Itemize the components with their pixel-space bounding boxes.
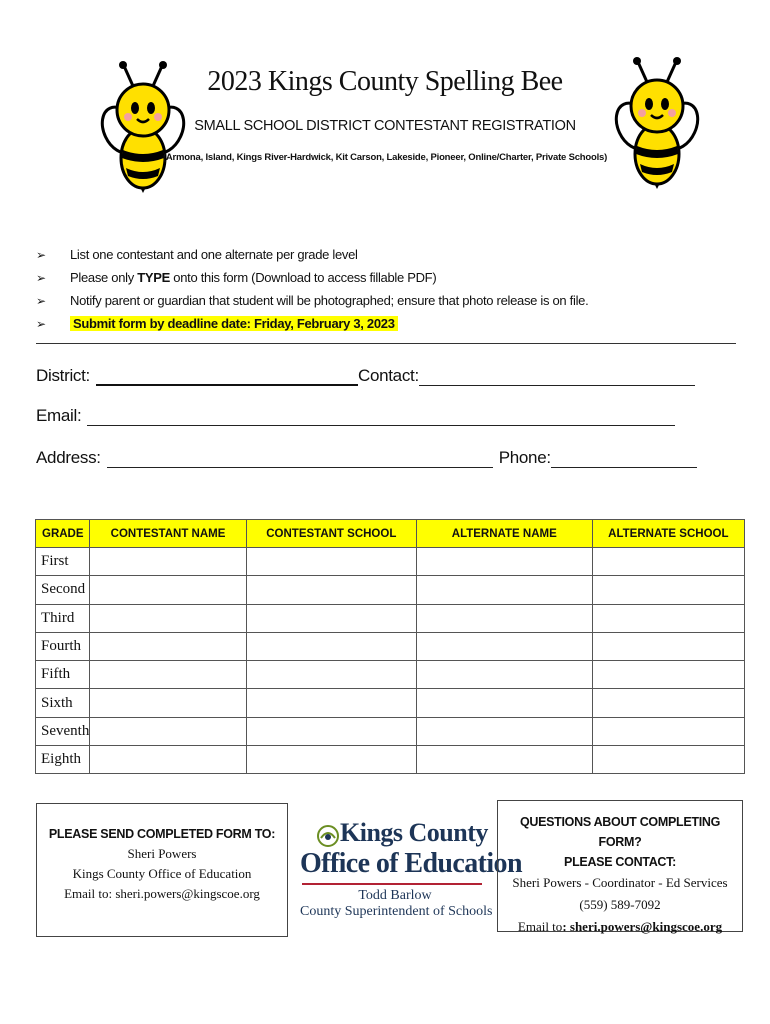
contestant-name-cell[interactable] <box>90 661 246 689</box>
deadline-text: Submit form by deadline date: Friday, February 3, 2023 <box>70 316 398 331</box>
column-header-alternate-name: ALTERNATE NAME <box>416 520 592 548</box>
contestant-name-cell[interactable] <box>90 604 246 632</box>
arrow-bullet-icon: ➢ <box>36 316 46 331</box>
table-row <box>36 576 745 604</box>
questions-heading: QUESTIONS ABOUT COMPLETING FORM? <box>519 815 721 849</box>
registration-table <box>35 519 745 774</box>
contact-heading: PLEASE CONTACT: <box>564 855 676 869</box>
alternate-name-cell[interactable] <box>416 576 592 604</box>
address-phone-row <box>36 448 697 468</box>
table-row <box>36 689 745 717</box>
address-label: Address: <box>36 448 101 467</box>
district-label: District: <box>36 366 90 385</box>
page-subtitle: SMALL SCHOOL DISTRICT CONTESTANT REGISTRATION <box>194 118 576 134</box>
alternate-school-cell[interactable] <box>592 661 744 689</box>
instructions-list <box>36 243 736 335</box>
phone-field[interactable] <box>551 448 697 468</box>
instruction-text: Notify parent or guardian that student will be photographed; ensure that photo release is on file. <box>70 293 589 308</box>
instruction-item <box>36 289 736 312</box>
contestant-school-cell[interactable] <box>246 604 416 632</box>
alternate-school-cell[interactable] <box>592 689 744 717</box>
contestant-name-cell[interactable] <box>90 717 246 745</box>
contact-label: Contact: <box>357 366 419 385</box>
grade-cell: First <box>36 548 90 576</box>
kcoe-logo <box>300 818 522 928</box>
contestant-school-cell[interactable] <box>246 632 416 660</box>
contestant-name-cell[interactable] <box>90 548 246 576</box>
grade-cell: Second <box>36 576 90 604</box>
alternate-name-cell[interactable] <box>416 746 592 774</box>
alternate-school-cell[interactable] <box>592 576 744 604</box>
divider <box>36 343 736 344</box>
table-row <box>36 632 745 660</box>
table-row <box>36 717 745 745</box>
column-header-grade: GRADE <box>36 520 90 548</box>
send-form-box <box>36 803 288 937</box>
district-field[interactable] <box>96 366 358 386</box>
column-header-alternate-school: ALTERNATE SCHOOL <box>592 520 744 548</box>
logo-line-4: County Superintendent of Schools <box>300 904 493 919</box>
laurel-seal-icon <box>316 824 340 848</box>
alternate-name-cell[interactable] <box>416 717 592 745</box>
logo-line-2: Office of Education <box>300 848 522 879</box>
grade-cell: Seventh <box>36 717 90 745</box>
page-title: 2023 Kings County Spelling Bee <box>207 66 563 97</box>
questions-contact-phone: (559) 589-7092 <box>579 897 661 912</box>
grade-cell: Eighth <box>36 746 90 774</box>
questions-box <box>497 800 743 932</box>
column-header-contestant-school: CONTESTANT SCHOOL <box>246 520 416 548</box>
send-contact-org: Kings County Office of Education <box>72 866 252 881</box>
address-field[interactable] <box>107 448 493 468</box>
school-list: (Armona, Island, Kings River-Hardwick, Kit Carson, Lakeside, Pioneer, Online/Charter, Private Schools) <box>162 152 608 163</box>
alternate-name-cell[interactable] <box>416 661 592 689</box>
questions-contact-email-line <box>498 916 742 938</box>
alternate-school-cell[interactable] <box>592 548 744 576</box>
contestant-name-cell[interactable] <box>90 576 246 604</box>
contestant-school-cell[interactable] <box>246 576 416 604</box>
grade-cell: Sixth <box>36 689 90 717</box>
alternate-school-cell[interactable] <box>592 604 744 632</box>
instruction-text-bold: TYPE <box>137 270 170 285</box>
instruction-text: List one contestant and one alternate per grade level <box>70 247 358 262</box>
logo-rule <box>302 883 482 885</box>
column-header-contestant-name: CONTESTANT NAME <box>90 520 246 548</box>
table-row <box>36 548 745 576</box>
instruction-item <box>36 266 736 289</box>
send-contact-name: Sheri Powers <box>127 846 197 861</box>
arrow-bullet-icon: ➢ <box>36 247 46 262</box>
contestant-school-cell[interactable] <box>246 717 416 745</box>
alternate-name-cell[interactable] <box>416 604 592 632</box>
questions-contact-email[interactable]: : sheri.powers@kingscoe.org <box>562 919 723 934</box>
table-header-row <box>36 520 745 548</box>
arrow-bullet-icon: ➢ <box>36 293 46 308</box>
email-row <box>36 406 675 426</box>
contestant-school-cell[interactable] <box>246 746 416 774</box>
arrow-bullet-icon: ➢ <box>36 270 46 285</box>
instruction-item <box>36 312 736 335</box>
contestant-name-cell[interactable] <box>90 689 246 717</box>
logo-line-1: Kings County <box>340 818 488 847</box>
grade-cell: Fourth <box>36 632 90 660</box>
contestant-name-cell[interactable] <box>90 746 246 774</box>
alternate-name-cell[interactable] <box>416 689 592 717</box>
contestant-name-cell[interactable] <box>90 632 246 660</box>
phone-label: Phone: <box>498 448 551 467</box>
table-row <box>36 661 745 689</box>
logo-line-3: Todd Barlow <box>358 888 432 903</box>
table-row <box>36 604 745 632</box>
contestant-school-cell[interactable] <box>246 661 416 689</box>
grade-cell: Third <box>36 604 90 632</box>
instruction-text-post: onto this form (Download to access fillable PDF) <box>170 270 437 285</box>
instruction-text-pre: Please only <box>70 270 138 285</box>
instruction-item <box>36 243 736 266</box>
alternate-school-cell[interactable] <box>592 717 744 745</box>
district-contact-row <box>36 366 695 386</box>
send-contact-email[interactable]: Email to: sheri.powers@kingscoe.org <box>64 886 260 901</box>
questions-contact-name: Sheri Powers - Coordinator - Ed Services <box>512 875 728 890</box>
email-label: Email: <box>36 406 82 425</box>
grade-cell: Fifth <box>36 661 90 689</box>
table-row <box>36 746 745 774</box>
contestant-school-cell[interactable] <box>246 689 416 717</box>
alternate-name-cell[interactable] <box>416 632 592 660</box>
instruction-text <box>70 270 436 285</box>
alternate-school-cell[interactable] <box>592 632 744 660</box>
questions-email-label: Email to <box>517 919 563 934</box>
alternate-school-cell[interactable] <box>592 746 744 774</box>
contact-field[interactable] <box>419 366 695 386</box>
send-form-heading: PLEASE SEND COMPLETED FORM TO: <box>48 827 276 841</box>
alternate-name-cell[interactable] <box>416 548 592 576</box>
email-field[interactable] <box>87 406 675 426</box>
contestant-school-cell[interactable] <box>246 548 416 576</box>
